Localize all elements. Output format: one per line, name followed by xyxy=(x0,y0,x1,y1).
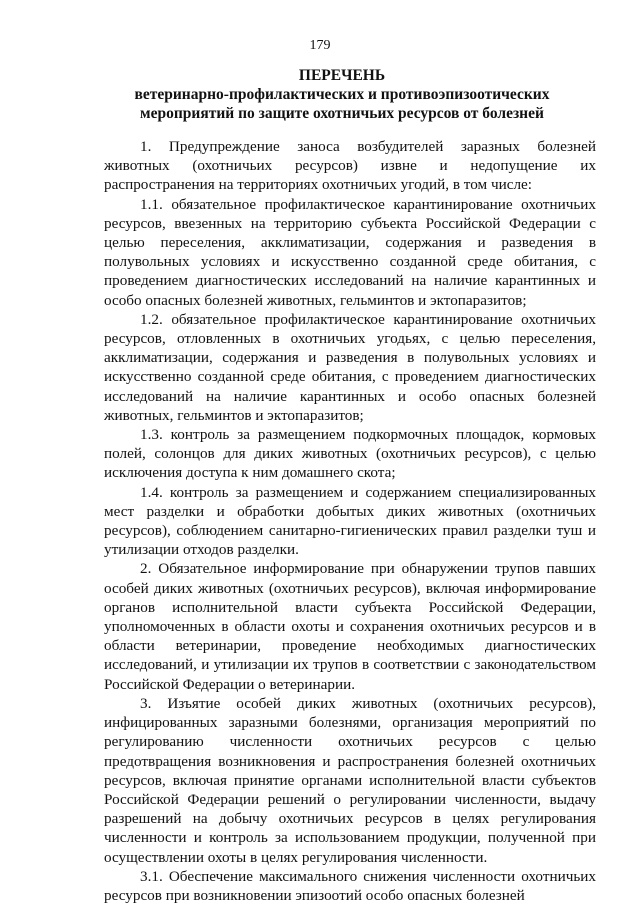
heading-line-2: мероприятий по защите охотничьих ресурсов от болезней xyxy=(140,105,544,122)
paragraph-1-1: 1.1. обязательное профилактическое карантинирование охотничьих ресурсов, ввезенных на территорию субъекта Российской Федерации с целью переселения, акклиматизации, содержания и разведения в полувольных условиях и искусственно созданной среде обитания, с проведением диагностических исследований на наличие карантинных и особо опасных болезней животных, гельминтов и эктопаразитов; xyxy=(104,195,596,309)
heading-title: ПЕРЕЧЕНЬ xyxy=(298,67,386,84)
paragraph-1-2: 1.2. обязательное профилактическое карантинирование охотничьих ресурсов, отловленных в охотничьих угодьях, с целью переселения, акклиматизации, содержания и разведения в полувольных условиях и искусственно созданной среде обитания, с проведением диагностических исследований на наличие карантинных и особо опасных болезней животных, гельминтов и эктопаразитов; xyxy=(104,310,596,424)
paragraph-1-4: 1.4. контроль за размещением и содержанием специализированных мест разделки и обработки добытых диких животных (охотничьих ресурсов), соблюдением санитарно-гигиенических правил разделки туш и утилизации отходов разделки. xyxy=(104,483,596,559)
paragraph-3-1: 3.1. Обеспечение максимального снижения численности охотничьих ресурсов при возникновении эпизоотий особо опасных болезней xyxy=(104,867,596,904)
paragraph-2: 2. Обязательное информирование при обнаружении трупов павших особей диких животных (охотничьих ресурсов), включая информирование органов исполнительной власти субъекта Российской Федерации, уполномоченных в области охоты и сохранения охотничьих ресурсов и в области ветеринарии, проведение необходимых диагностических исследований, и утилизации их трупов в соответствии с законодательством Российской Федерации о ветеринарии. xyxy=(104,560,596,693)
document-body xyxy=(104,137,596,905)
paragraph-3: 3. Изъятие особей диких животных (охотничьих ресурсов), инфицированных заразными болезнями, организация мероприятий по регулированию численности охотничьих ресурсов с целью предотвращения возникновения и распространения болезней охотничьих ресурсов, включая принятие органами исполнительной власти субъектов Российской Федерации решений о регулировании численности, выдачу разрешений на добычу охотничьих ресурсов в целях регулирования численности и контроль за использованием продукции, полученной при осуществлении охоты в целях регулирования численности. xyxy=(104,694,596,866)
document-heading xyxy=(104,66,580,123)
paragraph-1-3: 1.3. контроль за размещением подкормочных площадок, кормовых полей, солонцов для диких животных (охотничьих ресурсов), с целью исключения доступа к ним домашнего скота; xyxy=(104,426,596,482)
page-number: 179 xyxy=(309,38,331,53)
paragraph-1: 1. Предупреждение заноса возбудителей заразных болезней животных (охотничьих ресурсов) извне и недопущение их распространения на территориях охотничьих угодий, в том числе: xyxy=(104,138,596,194)
heading-line-1: ветеринарно-профилактических и противоэпизоотических xyxy=(134,86,550,103)
